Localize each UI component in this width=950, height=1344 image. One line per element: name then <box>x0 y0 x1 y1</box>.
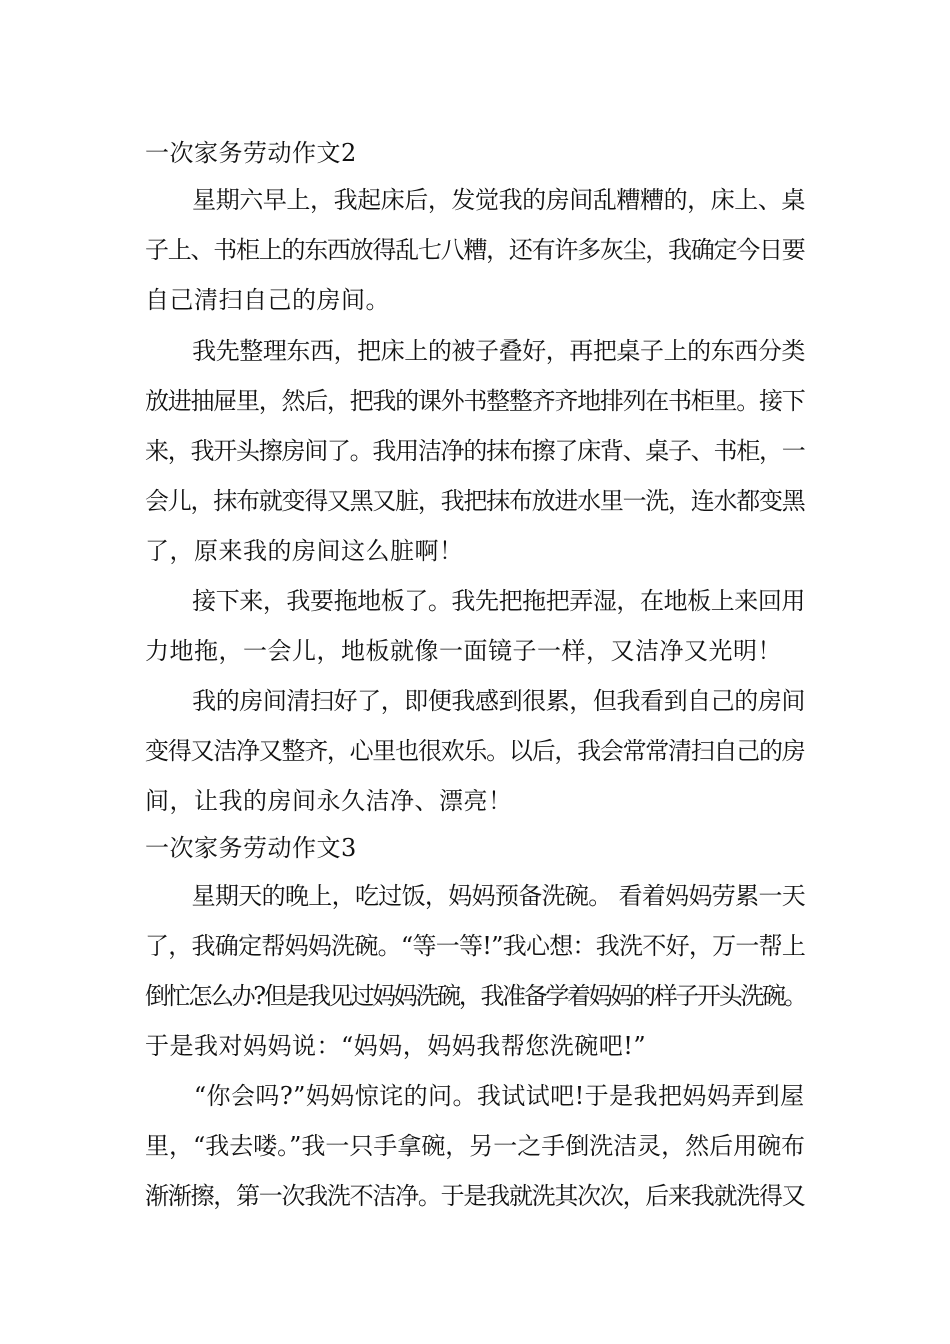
paragraph-line: 于是我对妈妈说：“妈妈，妈妈我帮您洗碗吧!” <box>145 1032 647 1060</box>
paragraph-line: 倒忙怎么办?但是我见过妈妈洗碗，我准备学着妈妈的样子开头洗碗。 <box>145 982 806 1010</box>
paragraph-line: 力地拖，一会儿，地板就像一面镜子一样，又洁净又光明！ <box>145 637 782 665</box>
paragraph-line: “你会吗?”妈妈惊诧的问。我试试吧!于是我把妈妈弄到屋 <box>145 1082 805 1110</box>
paragraph-line: 会儿，抹布就变得又黑又脏，我把抹布放进水里一洗，连水都变黑 <box>145 487 805 515</box>
paragraph-line: 渐渐擦，第一次我洗不洁净。于是我就洗其次次，后来我就洗得又 <box>145 1182 805 1210</box>
paragraph-line: 我先整理东西，把床上的被子叠好，再把桌子上的东西分类 <box>145 337 805 365</box>
paragraph-line: 接下来，我要拖地板了。我先把拖把弄湿，在地板上来回用 <box>145 587 805 615</box>
paragraph-line: 放进抽屉里，然后，把我的课外书整整齐齐地排列在书柜里。接下 <box>145 387 805 415</box>
paragraph-line: 了，我确定帮妈妈洗碗。“等一等!”我心想：我洗不好，万一帮上 <box>145 932 806 960</box>
paragraph-line: 子上、书柜上的东西放得乱七八糟，还有许多灰尘，我确定今日要 <box>145 236 805 264</box>
paragraph-line: 间，让我的房间永久洁净、漂亮！ <box>145 787 513 815</box>
essay-title: 一次家务劳动作文3 <box>145 834 357 862</box>
paragraph-line: 我的房间清扫好了，即便我感到很累，但我看到自己的房间 <box>145 687 805 715</box>
paragraph-line: 了，原来我的房间这么脏啊！ <box>145 537 464 565</box>
essay-title: 一次家务劳动作文2 <box>145 139 357 167</box>
paragraph-line: 星期天的晚上，吃过饭，妈妈预备洗碗。 看着妈妈劳累一天 <box>145 882 806 910</box>
paragraph-line: 变得又洁净又整齐，心里也很欢乐。以后，我会常常清扫自己的房 <box>145 737 805 765</box>
paragraph-line: 自己清扫自己的房间。 <box>145 286 390 314</box>
paragraph-line: 来，我开头擦房间了。我用洁净的抹布擦了床背、桌子、书柜，一 <box>145 437 805 465</box>
paragraph-line: 星期六早上，我起床后，发觉我的房间乱糟糟的，床上、桌 <box>145 186 805 214</box>
paragraph-line: 里，“我去喽。”我一只手拿碗，另一之手倒洗洁灵，然后用碗布 <box>145 1132 806 1160</box>
